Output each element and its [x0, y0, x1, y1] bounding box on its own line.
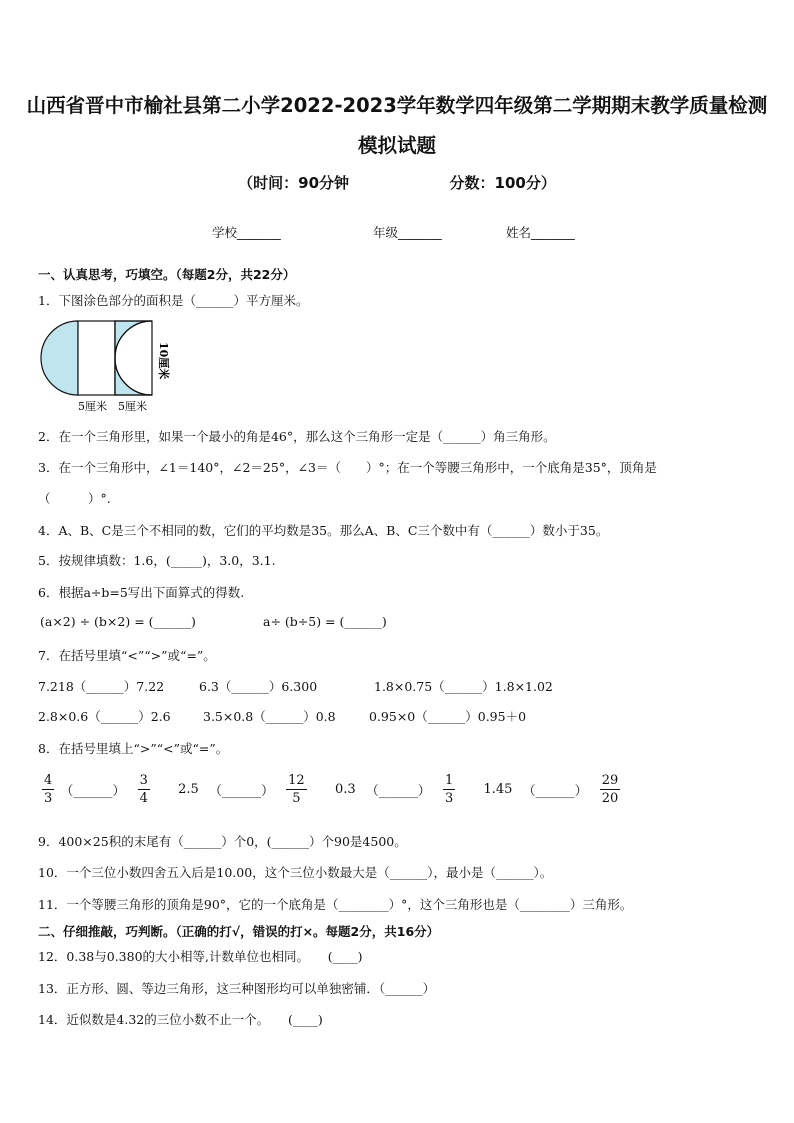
question-8: 8．在括号里填上“>”“<”或“=”。 — [38, 741, 229, 756]
fraction-4-3 — [42, 772, 54, 807]
exam-time: （时间：90分钟 — [238, 174, 350, 192]
q8-comparisons — [40, 772, 622, 807]
exam-meta — [0, 172, 794, 193]
fraction-numerator: 1 — [444, 773, 454, 788]
fraction-numerator: 12 — [288, 773, 305, 788]
q8-blank-1: （______） — [60, 784, 126, 799]
school-field: 学校_______ — [212, 225, 281, 240]
question-10: 10．一个三位小数四舍五入后是10.00，这个三位小数最大是（______），最小是（______）。 — [38, 865, 553, 880]
question-3-line2: （ ）°. — [38, 491, 111, 506]
name-field: 姓名_______ — [506, 225, 575, 240]
fraction-numerator: 3 — [139, 773, 148, 788]
question-2: 2．在一个三角形里，如果一个最小的角是46°，那么这个三角形一定是（______）角三角形。 — [38, 429, 556, 444]
fraction-29-20 — [600, 772, 621, 807]
fraction-denominator: 4 — [139, 791, 148, 806]
exam-title-line1: 山西省晋中市榆社县第二小学2022-2023学年数学四年级第二学期期末教学质量检测 — [26, 94, 768, 117]
fraction-denominator: 3 — [444, 791, 454, 806]
fraction-numerator: 29 — [601, 773, 619, 788]
question-1: 1．下图涂色部分的面积是（______）平方厘米。 — [38, 293, 309, 308]
question-3-line1: 3．在一个三角形中，∠1＝140°，∠2＝25°，∠3＝（ ）°；在一个等腰三角形中，一个底角是35°，顶角是 — [38, 460, 657, 475]
question-11: 11．一个等腰三角形的顶角是90°，它的一个底角是（________）°，这个三角形也是（________）三角形。 — [38, 897, 633, 912]
q7-item-5: 3.5×0.8（______）0.8 — [203, 709, 336, 724]
q7-item-4: 2.8×0.6（______）2.6 — [38, 709, 171, 724]
question-7: 7．在括号里填“<”“>”或“=”。 — [38, 648, 216, 663]
fraction-12-5 — [286, 772, 307, 807]
section1-heading: 一、认真思考，巧填空。（每题2分，共22分） — [38, 267, 296, 282]
q7-item-2: 6.3（______）6.300 — [199, 679, 318, 694]
exam-title-line2: 模拟试题 — [357, 134, 436, 157]
question-9: 9．400×25积的末尾有（______）个0，(______）个90是4500。 — [38, 834, 407, 849]
fraction-3-4 — [138, 772, 150, 807]
fraction-numerator: 4 — [44, 773, 53, 788]
left-rect — [78, 321, 115, 395]
figure-height-label: 10厘米 — [157, 342, 170, 380]
exam-score: 分数：100分） — [449, 174, 556, 192]
q7-item-6: 0.95×0（______）0.95＋0 — [369, 709, 527, 724]
fraction-1-3 — [443, 772, 455, 807]
question-6: 6．根据a÷b=5写出下面算式的得数. — [38, 585, 245, 600]
q7-item-1: 7.218（______）7.22 — [38, 679, 165, 694]
fraction-denominator: 5 — [292, 791, 301, 806]
left-semicircle-shaded — [41, 321, 78, 395]
question-12: 12．0.38与0.380的大小相等,计数单位也相同。 (____) — [38, 949, 363, 964]
figure-width-label-1: 5厘米 — [78, 400, 107, 413]
q8-value-1-45: 1.45 — [483, 782, 513, 797]
question-14: 14．近似数是4.32的三位小数不止一个。 (____) — [38, 1012, 323, 1027]
grade-field: 年级_______ — [373, 225, 442, 240]
q8-blank-3: （______） — [365, 784, 431, 799]
q8-blank-4: （______） — [522, 784, 588, 799]
section2-heading: 二、仔细推敲，巧判断。（正确的打√，错误的打×。每题2分，共16分） — [38, 924, 440, 939]
q1-figure — [36, 318, 186, 418]
question-6b: a÷ (b÷5) = (______) — [263, 614, 387, 629]
question-6a: (a×2) ÷ (b×2) = (______) — [40, 614, 196, 629]
q8-value-2-5: 2.5 — [178, 782, 199, 797]
q8-value-0-3: 0.3 — [334, 782, 356, 797]
question-4: 4．A、B、C是三个不相同的数，它们的平均数是35。那么A、B、C三个数中有（______）数小于35。 — [38, 523, 609, 538]
question-5: 5．按规律填数：1.6，(_____)，3.0，3.1. — [38, 553, 276, 568]
fraction-denominator: 20 — [601, 791, 619, 806]
q7-item-3: 1.8×0.75（______）1.8×1.02 — [374, 679, 553, 694]
question-13: 13．正方形、圆、等边三角形，这三种图形均可以单独密铺．（______） — [38, 981, 436, 996]
right-rect-shaded — [115, 321, 152, 395]
q8-blank-2: （______） — [208, 784, 274, 799]
figure-width-label-2: 5厘米 — [118, 400, 147, 413]
fraction-denominator: 3 — [44, 791, 53, 806]
